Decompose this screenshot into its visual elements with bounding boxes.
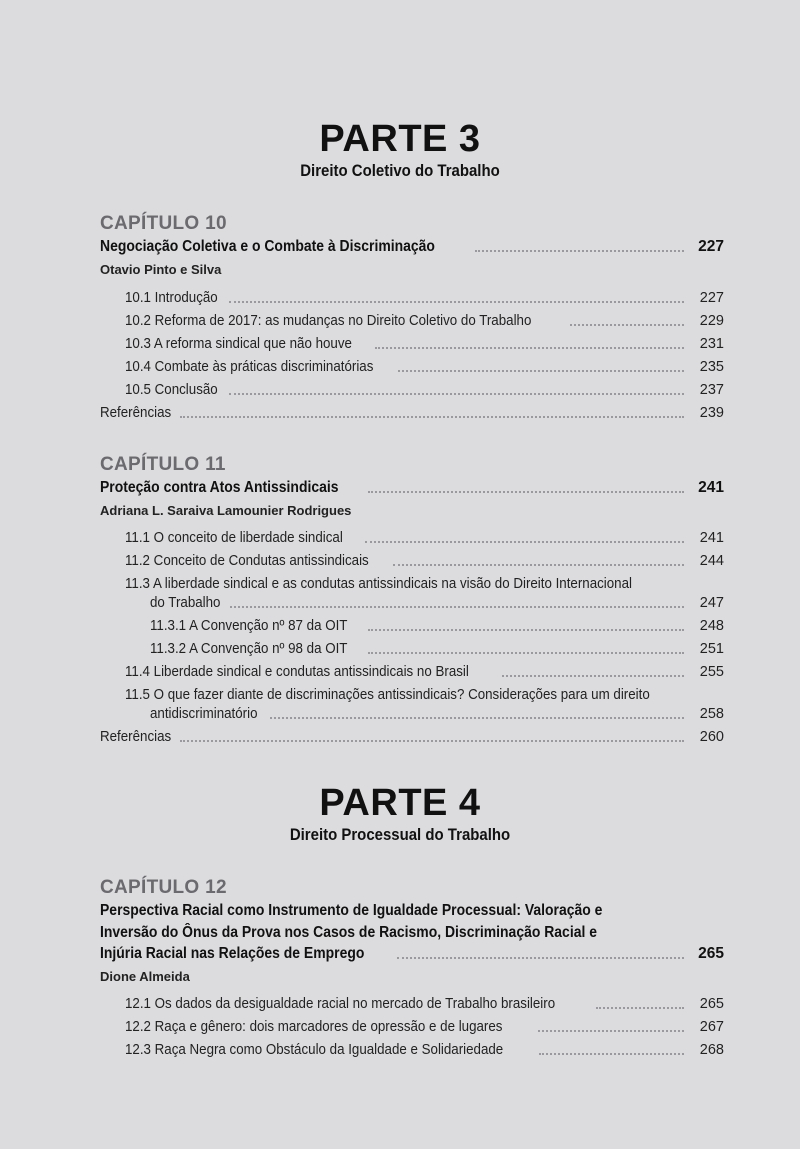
toc-entry-10-5[interactable] xyxy=(125,381,724,399)
entry-text: antidiscriminatório xyxy=(150,706,258,722)
dot-leader xyxy=(538,1030,684,1032)
chapter-10-entry[interactable] xyxy=(100,238,724,256)
page-number: 227 xyxy=(698,238,724,255)
parte-4-title: PARTE 4 xyxy=(319,782,481,824)
parte-3-title: PARTE 3 xyxy=(319,118,481,160)
chapter-12-label: CAPÍTULO 12 xyxy=(100,877,227,898)
dot-leader xyxy=(393,564,684,566)
entry-text: 12.2 Raça e gênero: dois marcadores de opressão e de lugares xyxy=(125,1019,503,1035)
dot-leader xyxy=(375,347,684,349)
entry-text: 10.4 Combate às práticas discriminatórias xyxy=(125,359,374,375)
page-number: 265 xyxy=(698,945,724,962)
toc-entry-11-3-line1[interactable]: 11.3 A liberdade sindical e as condutas antissindicais na visão do Direito Internacional xyxy=(125,576,632,592)
chapter-12-entry[interactable] xyxy=(100,945,724,963)
toc-entry-11-2[interactable] xyxy=(125,552,724,570)
dot-leader xyxy=(502,675,684,677)
entry-text: 12.3 Raça Negra como Obstáculo da Igualdade e Solidariedade xyxy=(125,1042,504,1058)
toc-entry-11-3[interactable] xyxy=(150,594,724,612)
page-number: 237 xyxy=(699,382,724,398)
dot-leader xyxy=(570,324,684,326)
page-number: 235 xyxy=(699,359,724,375)
dot-leader xyxy=(368,652,684,654)
entry-text: Referências xyxy=(100,729,172,745)
dot-leader xyxy=(230,606,684,608)
dot-leader xyxy=(180,740,684,742)
page-number: 248 xyxy=(699,618,724,634)
toc-entry-10-2[interactable] xyxy=(125,312,724,330)
chapter-10-author: Otavio Pinto e Silva xyxy=(100,262,222,277)
chapter-11-author: Adriana L. Saraiva Lamounier Rodrigues xyxy=(100,503,352,518)
page-number: 267 xyxy=(699,1019,724,1035)
chapter-11-entry[interactable] xyxy=(100,479,724,497)
page-number: 241 xyxy=(699,530,724,546)
chapter-12-title-line1[interactable]: Perspectiva Racial como Instrumento de Igualdade Processual: Valoração e xyxy=(100,902,603,919)
entry-text: Referências xyxy=(100,405,172,421)
dot-leader xyxy=(539,1053,684,1055)
page-number: 268 xyxy=(699,1042,724,1058)
entry-text: 11.4 Liberdade sindical e condutas antissindicais no Brasil xyxy=(125,664,469,680)
dot-leader xyxy=(596,1007,684,1009)
chapter-10-label: CAPÍTULO 10 xyxy=(100,213,227,234)
page-number: 260 xyxy=(699,729,724,745)
chapter-11-label: CAPÍTULO 11 xyxy=(100,454,226,475)
page-number: 229 xyxy=(699,313,724,329)
toc-entry-11-3-2[interactable] xyxy=(150,640,724,658)
chapter-11-title: Proteção contra Atos Antissindicais xyxy=(100,479,339,496)
dot-leader xyxy=(475,250,684,252)
entry-text: 11.2 Conceito de Condutas antissindicais xyxy=(125,553,369,569)
page-number: 247 xyxy=(699,595,724,611)
page-number: 244 xyxy=(699,553,724,569)
toc-entry-11-5[interactable] xyxy=(150,705,724,723)
toc-entry-11-4[interactable] xyxy=(125,663,724,681)
toc-entry-10-4[interactable] xyxy=(125,358,724,376)
page-number: 241 xyxy=(698,479,724,496)
dot-leader xyxy=(397,957,684,959)
page-number: 251 xyxy=(699,641,724,657)
entry-text: 12.1 Os dados da desigualdade racial no mercado de Trabalho brasileiro xyxy=(125,996,556,1012)
dot-leader xyxy=(270,717,684,719)
chapter-12-title-line2[interactable]: Inversão do Ônus da Prova nos Casos de Racismo, Discriminação Racial e xyxy=(100,924,597,941)
toc-entry-11-3-1[interactable] xyxy=(150,617,724,635)
entry-text: do Trabalho xyxy=(150,595,221,611)
toc-entry-11-references[interactable] xyxy=(100,728,724,746)
entry-text: 10.5 Conclusão xyxy=(125,382,218,398)
toc-entry-10-3[interactable] xyxy=(125,335,724,353)
page-number: 227 xyxy=(699,290,724,306)
dot-leader xyxy=(229,393,684,395)
toc-entry-10-1[interactable] xyxy=(125,289,724,307)
parte-4-subtitle: Direito Processual do Trabalho xyxy=(289,825,511,844)
chapter-12-title-line3: Injúria Racial nas Relações de Emprego xyxy=(100,945,365,962)
entry-text: 10.1 Introdução xyxy=(125,290,218,306)
dot-leader xyxy=(229,301,684,303)
chapter-12-author: Dione Almeida xyxy=(100,969,190,984)
toc-entry-10-references[interactable] xyxy=(100,404,724,422)
toc-entry-12-1[interactable] xyxy=(125,995,724,1013)
dot-leader xyxy=(368,491,684,493)
entry-text: 11.1 O conceito de liberdade sindical xyxy=(125,530,343,546)
entry-text: 11.3.1 A Convenção nº 87 da OIT xyxy=(150,618,348,634)
toc-entry-11-5-line1[interactable]: 11.5 O que fazer diante de discriminações antissindicais? Considerações para um direito xyxy=(125,687,650,703)
page-number: 255 xyxy=(699,664,724,680)
dot-leader xyxy=(368,629,684,631)
chapter-10-title: Negociação Coletiva e o Combate à Discriminação xyxy=(100,238,435,255)
toc-entry-12-2[interactable] xyxy=(125,1018,724,1036)
parte-3-subtitle: Direito Coletivo do Trabalho xyxy=(300,161,500,180)
page-number: 239 xyxy=(699,405,724,421)
dot-leader xyxy=(180,416,684,418)
entry-text: 11.3.2 A Convenção nº 98 da OIT xyxy=(150,641,348,657)
dot-leader xyxy=(398,370,684,372)
toc-entry-11-1[interactable] xyxy=(125,529,724,547)
dot-leader xyxy=(365,541,684,543)
page-number: 231 xyxy=(699,336,724,352)
page-number: 258 xyxy=(699,706,724,722)
entry-text: 10.2 Reforma de 2017: as mudanças no Direito Coletivo do Trabalho xyxy=(125,313,532,329)
entry-text: 10.3 A reforma sindical que não houve xyxy=(125,336,352,352)
toc-entry-12-3[interactable] xyxy=(125,1041,724,1059)
page-number: 265 xyxy=(699,996,724,1012)
